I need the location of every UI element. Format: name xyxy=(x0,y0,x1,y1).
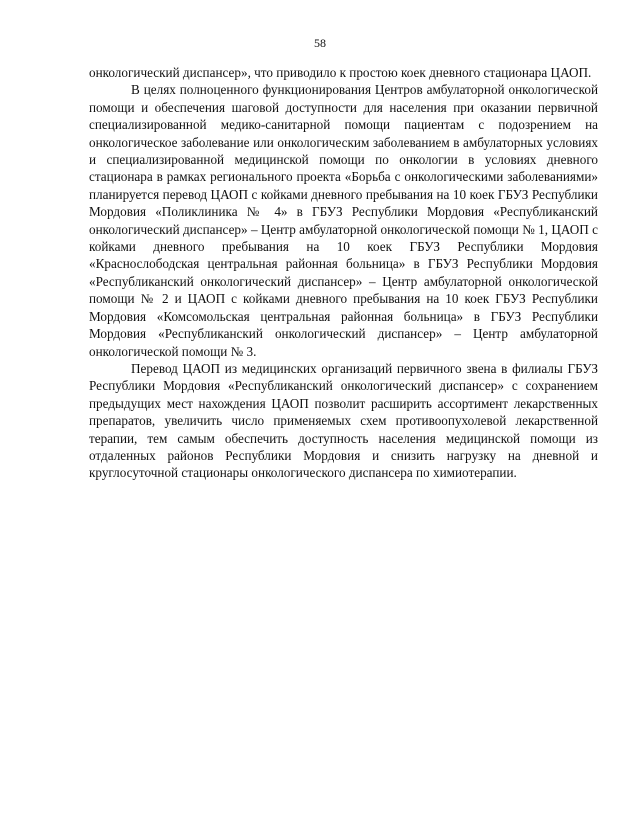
paragraph-continuation: онкологический диспансер», что приводило к простою коек дневного стационара ЦАОП. xyxy=(89,65,592,80)
paragraph-centers-transfer-plan: В целях полноценного функционирования Центров амбулаторной онкологической помощи и обеспечения шаговой доступности для населения при оказании первичной специализированной медико-санитарной помощи пациентам с подозрением на онкологическое заболевание или онкологическим заболеванием в амбулаторных условиях и специализированной медицинской помощи по онкологии в условиях дневного стационара в рамках регионального проекта «Борьба с онкологическими заболеваниями» планируется перевод ЦАОП с койками дневного пребывания на 10 коек ГБУЗ Республики Мордовия «Поликлиника № 4» в ГБУЗ Республики Мордовия «Республиканский онкологический диспансер» – Центр амбулаторной онкологической помощи № 1, ЦАОП с койками дневного пребывания на 10 коек ГБУЗ Республики Мордовия «Краснослободская центральная районная больница» в ГБУЗ Республики Мордовия «Республиканский онкологический диспансер» – Центр амбулаторной онкологической помощи № 2 и ЦАОП с койками дневного пребывания на 10 коек ГБУЗ Республики Мордовия «Комсомольская центральная районная больница» в ГБУЗ Республики Мордовия «Республиканский онкологический диспансер» – Центр амбулаторной онкологической помощи № 3. xyxy=(89,82,598,359)
page-number: 58 xyxy=(314,36,326,50)
document-body xyxy=(89,64,598,482)
paragraph-transfer-benefits: Перевод ЦАОП из медицинских организаций первичного звена в филиалы ГБУЗ Республики Мордовия «Республиканский онкологический диспансер» с сохранением предыдущих мест нахождения ЦАОП позволит расширить ассортимент лекарственных препаратов, увеличить число применяемых схем противоопухолевой лекарственной терапии, тем самым обеспечить доступность населения медицинской помощи из отдаленных районов Республики Мордовия и снизить нагрузку на дневной и круглосуточной стационары онкологического диспансера по химиотерапии. xyxy=(89,360,598,481)
